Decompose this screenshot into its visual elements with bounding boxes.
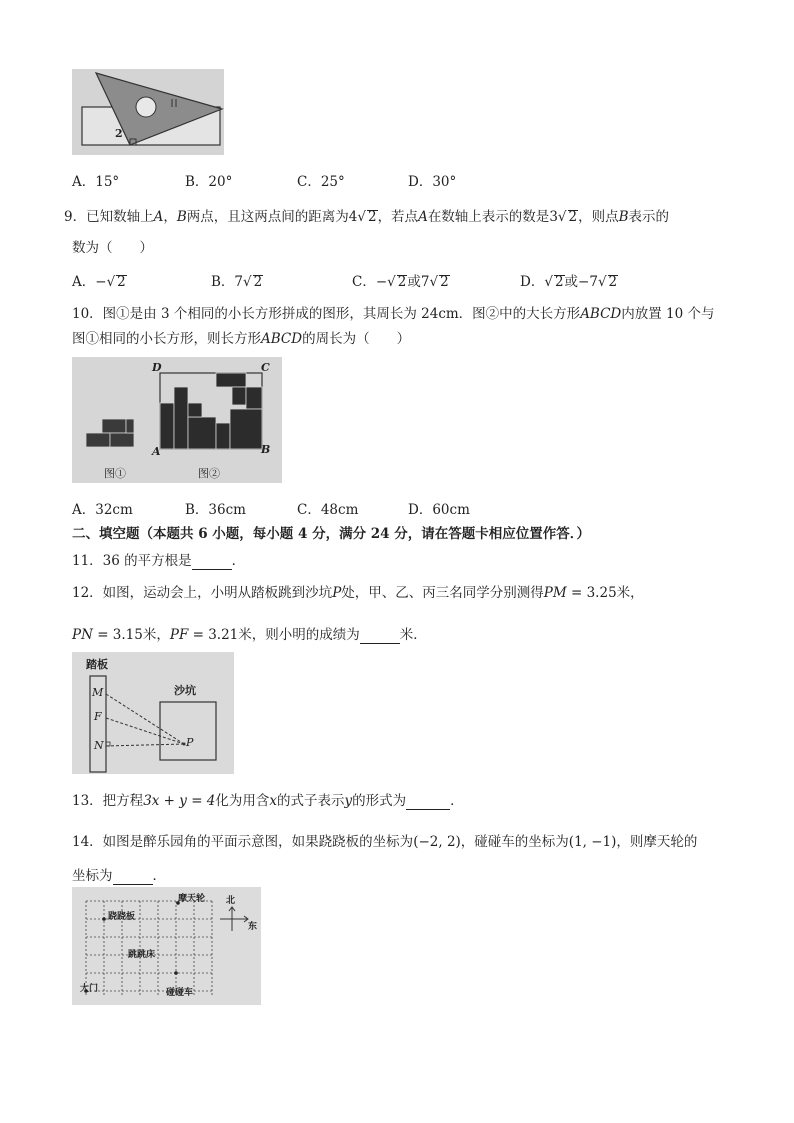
q14-park-grid-figure [72, 887, 261, 1005]
q8-option-d[interactable]: D．30° [408, 174, 457, 190]
q12-label-pit: 沙坑 [174, 684, 196, 697]
q8-option-a[interactable]: A．15° [72, 174, 120, 190]
q11-question: 11．36 的平方根是 ． [72, 553, 246, 569]
q12-label-N: N [94, 739, 104, 752]
q10-option-a[interactable]: A．32cm [72, 502, 133, 518]
section-heading: 二、填空题（本题共 6 小题，每小题 4 分，满分 24 分，请在答题卡相应位置作答．） [72, 526, 591, 542]
q12-long-jump-figure [72, 652, 234, 774]
q8-option-c[interactable]: C．25° [297, 174, 345, 190]
q12-answer-blank[interactable] [360, 627, 400, 644]
q10-label-B: B [261, 443, 271, 456]
q10-label-fig2: 图② [198, 467, 220, 480]
q9-option-c[interactable]: C．−√ 2或7√ 2 [352, 274, 449, 290]
q10-label-C: C [261, 361, 270, 374]
q14-label-north: 北 [226, 896, 236, 906]
q9-question-line2: 数为（ ） [72, 240, 153, 256]
q9-option-b[interactable]: B．7√ 2 [211, 274, 263, 290]
q12-question-line1: 12．如图，运动会上，小明从踏板跳到沙坑P处，甲、乙、丙三名同学分别测得PM = 3.25米， [72, 585, 644, 601]
q10-label-fig1: 图① [104, 467, 126, 480]
q13-question: 13．把方程3x + y = 4化为用含x的式子表示y的形式为 ． [72, 793, 464, 809]
q10-option-c[interactable]: C．48cm [297, 502, 359, 518]
q9-option-d[interactable]: D．√ 2或−7√ 2 [520, 274, 618, 290]
q14-label-ferris: 摩天轮 [178, 894, 206, 904]
q12-label-M: M [92, 686, 104, 699]
q10-rectangles-figure [72, 357, 282, 483]
q14-label-trampoline: 跳跳床 [128, 950, 156, 960]
q8-option-b[interactable]: B．20° [185, 174, 233, 190]
q12-label-F: F [94, 710, 102, 723]
q10-option-b[interactable]: B．36cm [185, 502, 246, 518]
q10-question-line2: 图①相同的小长方形，则长方形ABCD的周长为（ ） [72, 331, 411, 347]
q13-answer-blank[interactable] [406, 793, 450, 810]
q14-answer-blank[interactable] [113, 868, 153, 885]
q10-label-D: D [152, 361, 162, 374]
q8-angle-label: 2 [115, 127, 123, 140]
q12-label-board: 踏板 [86, 658, 108, 671]
q10-label-A: A [152, 445, 161, 458]
q12-label-P: P [186, 736, 194, 749]
q14-question-line2: 坐标为 ． [72, 868, 166, 884]
q14-label-bumper: 碰碰车 [166, 988, 194, 998]
q10-option-d[interactable]: D．60cm [408, 502, 470, 518]
q14-question-line1: 14．如图是醉乐园角的平面示意图，如果跷跷板的坐标为(−2, 2)，碰碰车的坐标为(1, −1)，则摩天轮的 [72, 834, 698, 850]
q10-question-line1: 10．图①是由 3 个相同的小长方形拼成的图形，其周长为 24cm．图②中的大长方形ABCD内放置 10 个与 [72, 306, 715, 322]
q9-option-a[interactable]: A．−√ 2 [72, 274, 126, 290]
q8-triangle-ruler-figure [72, 69, 224, 155]
q12-question-line2: PN = 3.15米，PF = 3.21米，则小明的成绩为 米． [72, 627, 427, 643]
q14-label-gate: 大门 [80, 984, 99, 994]
q14-label-seesaw: 跷跷板 [108, 912, 136, 922]
q11-answer-blank[interactable] [192, 553, 232, 570]
q14-label-east: 东 [248, 922, 258, 932]
q9-question-line1: 9．已知数轴上A，B两点，且这两点间的距离为4√ 2，若点A在数轴上表示的数是3√ 2，则点B表示的 [64, 209, 670, 225]
